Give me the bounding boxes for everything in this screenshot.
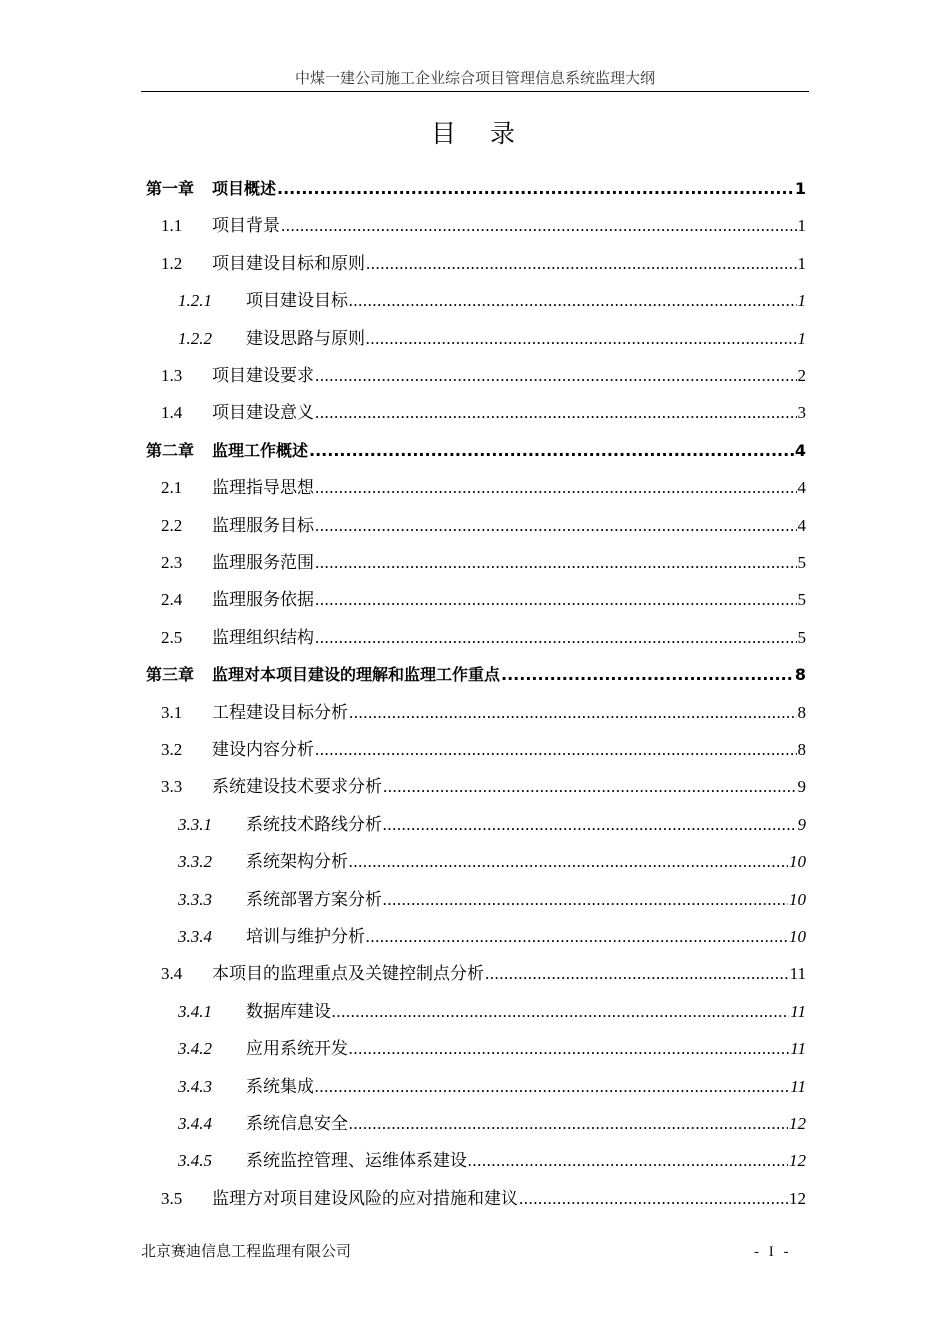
toc-entry[interactable] <box>178 806 806 843</box>
toc-entry[interactable] <box>161 394 806 431</box>
toc-entry-title: 系统技术路线分析 <box>246 814 382 834</box>
toc-entry-page: 2 <box>797 366 806 385</box>
toc-entry-title: 项目建设目标 <box>246 291 348 311</box>
toc-entry-number: 3.3.1 <box>178 814 212 834</box>
toc-leader-dots <box>383 768 797 805</box>
toc-leader-dots <box>332 993 789 1030</box>
toc-entry-title: 系统部署方案分析 <box>246 889 382 909</box>
toc-leader-dots <box>349 694 797 731</box>
toc-entry[interactable] <box>178 843 806 880</box>
toc-entry-page: 5 <box>797 590 806 610</box>
toc-leader-dots <box>383 881 788 918</box>
toc-entry-number: 2.4 <box>161 590 183 610</box>
toc-entry[interactable] <box>178 1105 806 1142</box>
toc-entry-title: 监理服务范围 <box>212 553 314 572</box>
toc-entry[interactable] <box>178 1030 806 1067</box>
toc-entry[interactable] <box>161 245 806 282</box>
toc-entry-number: 3.3 <box>161 777 183 797</box>
toc-entry-title: 建设思路与原则 <box>246 328 365 348</box>
toc-entry-number: 1.3 <box>161 366 183 385</box>
toc-entry-title: 项目背景 <box>212 216 280 236</box>
toc-entry-page: 9 <box>797 814 806 834</box>
toc-leader-dots <box>349 282 797 319</box>
toc-entry-page: 5 <box>797 627 806 647</box>
toc-entry[interactable] <box>178 881 806 918</box>
toc-entry-page: 1 <box>794 179 806 198</box>
toc-leader-dots <box>315 731 797 768</box>
toc-leader-dots <box>485 955 789 992</box>
toc-leader-dots <box>315 357 797 394</box>
toc-entry[interactable] <box>178 1068 806 1105</box>
toc-leader-dots <box>468 1142 788 1179</box>
toc-entry-page: 8 <box>797 740 806 759</box>
toc-entry[interactable] <box>178 993 806 1030</box>
toc-entry-title: 项目建设意义 <box>212 403 314 423</box>
toc-entry-page: 12 <box>789 1114 806 1133</box>
toc-entry[interactable] <box>161 955 806 992</box>
toc-entry-number: 3.4.2 <box>178 1039 212 1059</box>
toc-entry-title: 建设内容分析 <box>212 740 314 759</box>
toc-leader-dots <box>349 1030 789 1067</box>
toc-leader-dots <box>281 207 797 244</box>
header-divider <box>141 91 809 92</box>
toc-entry-number: 3.5 <box>161 1188 183 1208</box>
toc-entry-title: 监理对本项目建设的理解和监理工作重点 <box>212 665 501 685</box>
toc-leader-dots <box>315 1068 789 1105</box>
toc-leader-dots <box>519 1180 788 1217</box>
toc-entry-title: 培训与维护分析 <box>246 927 365 946</box>
toc-entry-page: 4 <box>794 440 806 460</box>
toc-entry-number: 3.4.3 <box>178 1076 212 1096</box>
toc-leader-dots <box>315 619 797 656</box>
toc-entry-number: 1.2.1 <box>178 291 212 311</box>
toc-entry-number: 1.4 <box>161 403 183 423</box>
footer-company: 北京赛迪信息工程监理有限公司 <box>141 1244 352 1260</box>
toc-entry[interactable] <box>161 507 806 544</box>
toc-entry-title: 系统集成 <box>246 1076 314 1096</box>
toc-entry-title: 系统监控管理、运维体系建设 <box>246 1151 467 1171</box>
toc-entry[interactable] <box>161 469 806 506</box>
toc-entry-title: 监理服务目标 <box>212 515 314 535</box>
toc-entry-title: 监理方对项目建设风险的应对措施和建议 <box>212 1188 518 1208</box>
toc-entry-page: 1 <box>797 253 806 273</box>
toc-entry-page: 11 <box>790 1039 806 1059</box>
toc-entry-title: 本项目的监理重点及关键控制点分析 <box>212 964 484 984</box>
toc-entry-number: 1.2.2 <box>178 328 212 348</box>
toc-entry-title: 监理指导思想 <box>212 478 314 498</box>
toc-entry-number: 3.4 <box>161 964 183 984</box>
toc-entry-page: 10 <box>789 852 806 872</box>
toc-entry-number: 2.3 <box>161 553 183 572</box>
toc-entry-number: 2.2 <box>161 515 183 535</box>
toc-leader-dots <box>366 245 797 282</box>
toc-entry-number: 2.1 <box>161 478 183 498</box>
toc-entry-title: 监理工作概述 <box>212 440 309 460</box>
toc-entry-page: 10 <box>789 927 806 946</box>
toc-entry-page: 11 <box>790 1076 806 1096</box>
toc-entry[interactable] <box>178 1142 806 1179</box>
toc-entry-title: 数据库建设 <box>246 1001 331 1021</box>
toc-entry[interactable] <box>161 544 806 581</box>
page-header-title: 中煤一建公司施工企业综合项目管理信息系统监理大纲 <box>294 71 655 87</box>
toc-entry-page: 3 <box>797 403 806 423</box>
toc-leader-dots <box>383 806 797 843</box>
toc-entry-page: 12 <box>789 1188 806 1208</box>
toc-entry-page: 10 <box>789 889 806 909</box>
toc-leader-dots <box>277 170 794 207</box>
toc-entry-page: 12 <box>789 1151 806 1171</box>
toc-entry-title: 系统建设技术要求分析 <box>212 777 382 797</box>
toc-entry-number: 3.3.2 <box>178 852 212 872</box>
toc-entry[interactable] <box>161 207 806 244</box>
toc-entry-title: 项目概述 <box>212 179 277 198</box>
toc-entry-title: 监理组织结构 <box>212 627 314 647</box>
toc-entry-number: 3.3.4 <box>178 927 212 946</box>
toc-entry-number: 2.5 <box>161 627 183 647</box>
toc-entry-number: 3.3.3 <box>178 889 212 909</box>
toc-entry-number: 3.2 <box>161 740 183 759</box>
toc-entry-number: 第二章 <box>146 440 195 460</box>
toc-entry[interactable] <box>161 619 806 656</box>
toc-entry-number: 3.1 <box>161 702 183 722</box>
toc-entry-page: 5 <box>797 553 806 572</box>
toc-entry-number: 3.4.1 <box>178 1001 212 1021</box>
toc-entry-page: 1 <box>797 291 806 311</box>
toc-leader-dots <box>315 507 797 544</box>
toc-entry-title: 应用系统开发 <box>246 1039 348 1059</box>
toc-entry-page: 11 <box>790 1001 806 1021</box>
toc-entry[interactable] <box>178 320 806 357</box>
toc-leader-dots <box>366 320 797 357</box>
toc-entry[interactable] <box>178 918 806 955</box>
toc-title: 目录 <box>430 119 549 148</box>
toc-entry-title: 系统架构分析 <box>246 852 348 872</box>
toc-leader-dots <box>315 394 797 431</box>
toc-entry[interactable] <box>146 432 806 469</box>
toc-entry-page: 4 <box>797 478 806 498</box>
toc-entry-title: 系统信息安全 <box>246 1114 348 1133</box>
toc-entry[interactable] <box>161 694 806 731</box>
toc-entry-title: 工程建设目标分析 <box>212 702 348 722</box>
toc-leader-dots <box>315 544 797 581</box>
toc-entry[interactable] <box>161 731 806 768</box>
toc-leader-dots <box>315 581 797 618</box>
toc-entry-title: 项目建设要求 <box>212 366 314 385</box>
toc-entry-page: 1 <box>797 216 806 236</box>
toc-entry-number: 第一章 <box>146 179 195 198</box>
toc-entry[interactable] <box>161 357 806 394</box>
toc-entry-page: 1 <box>797 328 806 348</box>
toc-entry-page: 8 <box>797 702 806 722</box>
toc-entry[interactable] <box>161 1180 806 1217</box>
toc-entry[interactable] <box>161 581 806 618</box>
toc-entry-title: 监理服务依据 <box>212 590 314 610</box>
toc-entry-number: 3.4.5 <box>178 1151 212 1171</box>
toc-entry-page: 4 <box>797 515 806 535</box>
toc-entry[interactable] <box>161 768 806 805</box>
toc-leader-dots <box>309 432 794 469</box>
toc-entry[interactable] <box>146 656 806 693</box>
footer-page-number: - I - <box>754 1244 792 1260</box>
toc-entry-number: 1.1 <box>161 216 183 236</box>
toc-leader-dots <box>501 656 794 693</box>
toc-entry-page: 11 <box>789 964 806 984</box>
toc-entry-number: 3.4.4 <box>178 1114 212 1133</box>
toc-entry-number: 1.2 <box>161 253 183 273</box>
toc-entry-number: 第三章 <box>146 665 195 685</box>
toc-leader-dots <box>315 469 797 506</box>
toc-entry-page: 8 <box>794 665 806 685</box>
toc-entry-page: 9 <box>797 777 806 797</box>
toc-entry[interactable] <box>178 282 806 319</box>
toc-leader-dots <box>366 918 788 955</box>
toc-entry[interactable] <box>146 170 806 207</box>
toc-leader-dots <box>349 843 788 880</box>
toc-leader-dots <box>349 1105 788 1142</box>
toc-entry-title: 项目建设目标和原则 <box>212 253 365 273</box>
